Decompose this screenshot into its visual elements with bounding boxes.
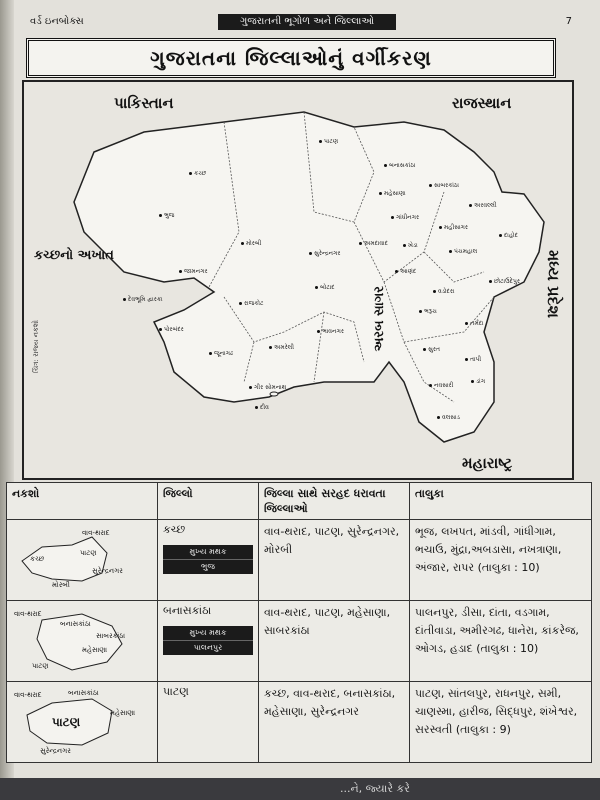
district-cell [158, 682, 259, 763]
hq-label: મુખ્ય મથક [163, 626, 253, 640]
district-label: સુરેન્દ્રનગર [314, 250, 341, 257]
label-rajasthan: રાજસ્થાન [452, 94, 512, 112]
district-label: નવસારી [434, 382, 454, 389]
map-thumbnail-cell [7, 520, 158, 601]
district-label: બનાસકાંઠા [389, 162, 416, 169]
district-label: જૂનાગઢ [214, 350, 233, 357]
district-label: વડોદરા [438, 288, 455, 295]
border-districts: વાવ-થરાદ, પાટણ, મહેસાણા, સાબરકાંઠા [259, 601, 410, 682]
label-maharashtra: મહારાષ્ટ્ર [462, 454, 513, 472]
thumb-label: પાટણ [80, 549, 97, 557]
gujarat-map [22, 80, 574, 480]
border-districts: વાવ-થરાદ, પાટણ, સુરેન્દ્રનગર, મોરબી [259, 520, 410, 601]
talukas: ભૂજ, લખપત, માંડવી, ગાંધીગામ, ભચાઉ, મુંદ્રા,અબડાસા, નખત્રાણા, અંજાર, રાપર (તાલુકા : 10) [410, 520, 592, 601]
district-label: ભરૂચ [424, 308, 437, 315]
district-label: મહેસાણા [384, 190, 406, 197]
hq-value: પાલનપુર [163, 640, 253, 655]
district-label: મોરબી [246, 240, 262, 247]
hq-value: ભુજ [163, 559, 253, 574]
district-table [6, 482, 592, 763]
district-label: દાહોદ [504, 232, 518, 239]
district-label: સાબરકાંઠા [434, 182, 459, 189]
thumb-label: પાટણ [32, 662, 49, 670]
district-label: આણંદ [400, 268, 417, 275]
district-label: પાટણ [324, 138, 339, 145]
header-talukas: તાલુકા [410, 483, 592, 520]
map-thumbnail-cell [7, 682, 158, 763]
label-pakistan: પાકિસ્તાન [114, 94, 174, 112]
district-label: રાજકોટ [244, 300, 264, 307]
page-number: 7 [565, 16, 572, 27]
talukas: પાલનપુર, ડીસા, દાંતા, વડગામ, દાંતીવાડા, અમીરગઢ, ધાનેરા, કાંકરેજ, ઓગડ, હડાદ (તાલુકા : 10) [410, 601, 592, 682]
book-name: વર્ડ ઇનબોક્સ [30, 16, 84, 27]
district-label: દીવ [260, 404, 269, 411]
thumb-label: સુરેન્દ્રનગર [92, 567, 123, 575]
thumb-label: મોરબી [52, 581, 70, 589]
district-label: ડાંગ [476, 378, 486, 385]
map-thumbnail [12, 604, 152, 678]
header-border-districts: જિલ્લા સાથે સરહદ ધરાવતા જિલ્લાઓ [259, 483, 410, 520]
district-label: તાપી [470, 356, 482, 363]
thumb-label: બનાસકાંઠા [68, 689, 99, 697]
district-label: દેવભૂમિ દ્વારકા [128, 296, 163, 303]
table-row [7, 520, 592, 601]
district-name: બનાસકાંઠા [163, 604, 212, 617]
district-label: બોટાદ [320, 284, 335, 291]
thumb-label: સાબરકાંઠા [96, 632, 126, 640]
district-label: અમદાવાદ [364, 240, 388, 247]
district-cell [158, 520, 259, 601]
thumb-label: વાવ-થરાદ [14, 610, 42, 618]
district-label: જામનગર [184, 268, 208, 275]
page-title: ગુજરાતના જિલ્લાઓનું વર્ગીકરણ [26, 38, 556, 78]
header-district: જિલ્લો [158, 483, 259, 520]
label-gulf-of-kutch: કચ્છનો અખાત [34, 248, 114, 263]
district-label: નર્મદા [470, 320, 484, 327]
thumb-label: મહેસાણા [82, 646, 108, 654]
district-label: ખેડા [408, 242, 418, 249]
thumb-label: બનાસકાંઠા [60, 620, 91, 628]
running-header [18, 14, 578, 32]
label-arabian-sea: અરબ સાગર [372, 286, 387, 352]
thumb-label: વાવ-થરાદ [82, 529, 110, 537]
header-map: નકશો [7, 483, 158, 520]
district-name: પાટણ [163, 685, 189, 698]
district-label: અરવલ્લી [474, 202, 497, 209]
map-thumbnail [12, 685, 152, 759]
label-madhya-pradesh: મધ્ય પ્રદેશ [544, 250, 563, 318]
chapter-title: ગુજરાતની ભૂગોળ અને જિલ્લાઓ [218, 14, 396, 30]
table-row [7, 682, 592, 763]
district-cell [158, 601, 259, 682]
district-label: સુરત [428, 346, 440, 353]
hq-label: મુખ્ય મથક [163, 545, 253, 559]
district-label: કચ્છ [194, 170, 207, 177]
thumb-label: વાવ-થરાદ [14, 691, 42, 699]
map-thumbnail-cell [7, 601, 158, 682]
table-header-row [7, 483, 592, 520]
district-label: પોરબંદર [164, 326, 184, 333]
thumb-label: સુરેન્દ્રનગર [40, 747, 71, 755]
map-credit: ચિત્ર: રાજ્ય નકશો [32, 320, 40, 373]
table-row [7, 601, 592, 682]
district-label: ભુજ [164, 212, 175, 219]
district-name: કચ્છ [163, 523, 186, 536]
map-thumbnail [12, 523, 152, 597]
district-label: વલસાડ [442, 414, 460, 421]
district-label: અમરેલી [274, 344, 294, 351]
district-label: છોટાઉદેપુર [494, 278, 520, 285]
district-label: પંચમહાલ [454, 248, 478, 255]
thumb-label: પાટણ [52, 715, 81, 729]
district-label: ભાવનગર [322, 328, 344, 335]
talukas: પાટણ, સાંતલપુર, રાધનપુર, સમી, ચાણસ્મા, હારીજ, સિદ્ધપુર, શંખેશ્વર, સરસ્વતી (તાલુકા : 9) [410, 682, 592, 763]
district-label: મહીસાગર [444, 224, 469, 231]
thumb-label: મહેસાણા [110, 709, 136, 717]
district-label: ગીર સોમનાથ [254, 384, 287, 391]
district-label: ગાંધીનગર [396, 214, 420, 221]
thumb-label: કચ્છ [30, 555, 45, 563]
border-districts: કચ્છ, વાવ-થરાદ, બનાસકાંઠા, મહેસાણા, સુરેન્દ્રનગર [259, 682, 410, 763]
next-page-fragment: ...ને, જ્યારે કરે [340, 782, 410, 795]
